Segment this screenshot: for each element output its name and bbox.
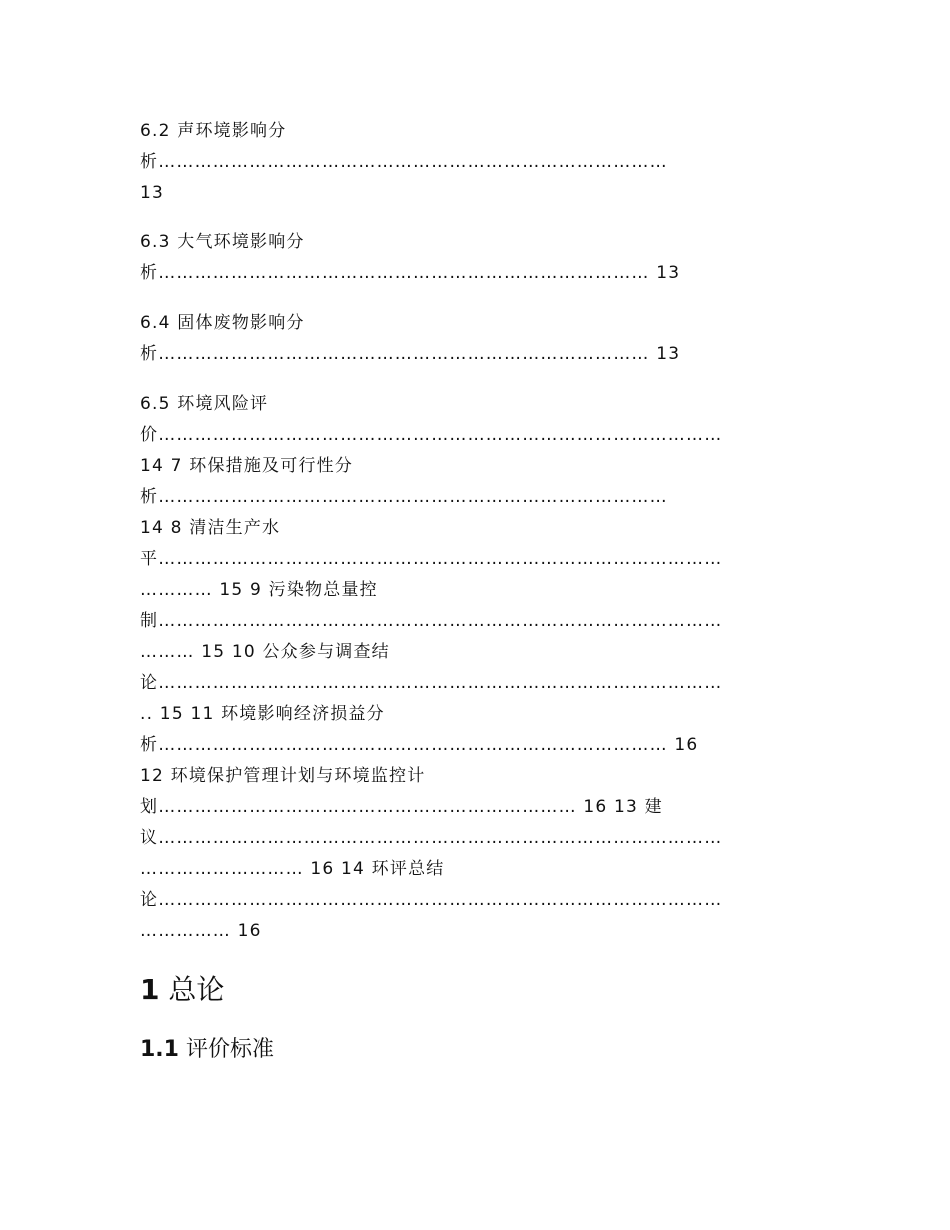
section-heading-1 bbox=[140, 970, 224, 1010]
toc-line: 论………………………………………………………………………………… bbox=[140, 673, 723, 693]
toc-line: 价………………………………………………………………………………… bbox=[140, 425, 723, 445]
toc-line: ……… 15 10 公众参与调查结 bbox=[140, 642, 390, 662]
toc-line: 14 8 清洁生产水 bbox=[140, 518, 281, 538]
toc-line: 析………………………………………………………………………… bbox=[140, 487, 668, 507]
toc-line: 析……………………………………………………………………… 13 bbox=[140, 344, 681, 364]
toc-line: 6.5 环境风险评 bbox=[140, 394, 269, 414]
toc-line: 析………………………………………………………………………… bbox=[140, 152, 668, 172]
section-number: 1 bbox=[140, 973, 160, 1006]
toc-line: 6.2 声环境影响分 bbox=[140, 121, 287, 141]
toc-line: 析………………………………………………………………………… 16 bbox=[140, 735, 699, 755]
toc-line: 论………………………………………………………………………………… bbox=[140, 890, 723, 910]
toc-line: 议………………………………………………………………………………… bbox=[140, 828, 723, 848]
toc-line: 划…………………………………………………………… 16 13 建 bbox=[140, 797, 663, 817]
section-heading-1-1 bbox=[140, 1034, 274, 1066]
toc-line: 制………………………………………………………………………………… bbox=[140, 611, 723, 631]
subsection-number: 1.1 bbox=[140, 1037, 179, 1062]
toc-line: 6.4 固体废物影响分 bbox=[140, 313, 305, 333]
toc-line: 6.3 大气环境影响分 bbox=[140, 232, 305, 252]
toc-line: …………… 16 bbox=[140, 921, 262, 941]
toc-line: 12 环境保护管理计划与环境监控计 bbox=[140, 766, 426, 786]
section-title: 总论 bbox=[168, 973, 225, 1006]
toc-line: 14 7 环保措施及可行性分 bbox=[140, 456, 354, 476]
toc-line: ……………………… 16 14 环评总结 bbox=[140, 859, 445, 879]
toc-line: .. 15 11 环境影响经济损益分 bbox=[140, 704, 385, 724]
toc-line: 13 bbox=[140, 183, 165, 203]
toc-line: ………… 15 9 污染物总量控 bbox=[140, 580, 378, 600]
toc-line: 平………………………………………………………………………………… bbox=[140, 549, 723, 569]
subsection-title: 评价标准 bbox=[185, 1037, 274, 1062]
toc-line: 析……………………………………………………………………… 13 bbox=[140, 263, 681, 283]
